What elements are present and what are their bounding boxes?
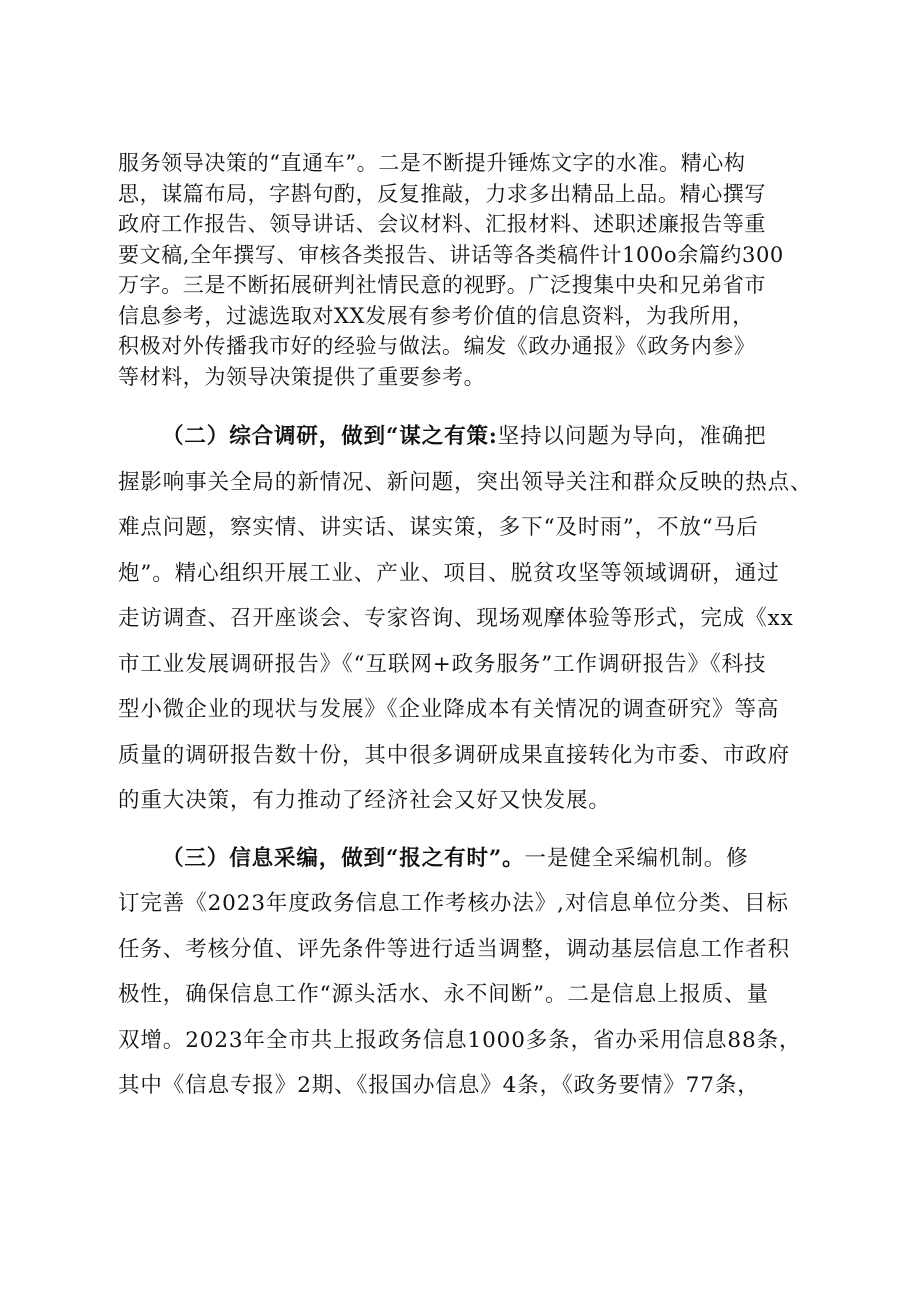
text-line: 双增。2023年全市共上报政务信息1000多条，省办采用信息88条， (118, 1027, 802, 1053)
text-line (118, 414, 810, 460)
paragraph-writing-continuation (118, 148, 810, 392)
text-line: 等材料，为领导决策提供了重要参考。 (118, 364, 486, 389)
text-line: 积极对外传播我市好的经验与做法。编发《政办通报》《政务内参》 (118, 334, 756, 358)
text-line: 的重大决策，有力推动了经济社会又好又快发展。 (118, 788, 611, 813)
text-line: 极性，确保信息工作“源头活水、永不间断”。二是信息上报质、量 (118, 982, 769, 1007)
text-line: 思，谋篇布局，字斟句酌，反复推敲，力求多出精品上品。精心撰写 (118, 181, 766, 206)
text-line: 服务领导决策的“直通车”。二是不断提升锤炼文字的水准。精心构 (118, 151, 746, 175)
text-line: 型小微企业的现状与发展》《企业降成本有关情况的调查研究》等高 (118, 697, 780, 722)
text-line: 其中《信息专报》2期、《报国办信息》4条，《政务要情》77条， (118, 1073, 760, 1098)
text-line: 质量的调研报告数十份，其中很多调研成果直接转化为市委、市政府 (118, 742, 791, 768)
text-line: 难点问题，察实情、讲实话、谋实策，多下“及时雨”，不放“马后 (118, 515, 759, 540)
section-heading-information: （三）信息采编，做到“报之有时”。 (162, 845, 525, 871)
text-run: 一是健全采编机制。修 (524, 845, 749, 871)
paragraph-information (118, 836, 810, 1109)
document-page (118, 148, 813, 1109)
text-line: 市工业发展调研报告》《“互联网+政务服务”工作调研报告》《科技 (118, 651, 767, 677)
section-heading-research: （二）综合调研，做到“谋之有策: (162, 424, 498, 449)
text-line: 信息参考，过滤选取对XX发展有参考价值的信息资料，为我所用， (118, 303, 754, 328)
text-line (118, 836, 810, 882)
paragraph-research (118, 414, 813, 824)
text-run: 坚持以问题为导向，准确把 (497, 424, 767, 449)
text-line: 任务、考核分值、评先条件等进行适当调整，调动基层信息工作者积 (118, 936, 791, 962)
text-line: 走访调查、召开座谈会、专家咨询、现场观摩体验等形式，完成《xx (118, 606, 794, 631)
text-line: 订完善《2023年度政务信息工作考核办法》,对信息单位分类、目标 (118, 891, 789, 916)
text-line: 握影响事关全局的新情况、新问题，突出领导关注和群众反映的热点、 (118, 469, 813, 495)
text-line: 万字。三是不断拓展研判社情民意的视野。广泛搜集中央和兄弟省市 (118, 273, 766, 297)
text-line: 要文稿,全年撰写、审核各类报告、讲话等各类稿件计100o余篇约300 (118, 242, 784, 267)
text-line: 政府工作报告、领导讲话、会议材料、汇报材料、述职述廉报告等重 (118, 212, 766, 236)
text-line: 炮”。精心组织开展工业、产业、项目、脱贫攻坚等领域调研，通过 (118, 560, 780, 586)
